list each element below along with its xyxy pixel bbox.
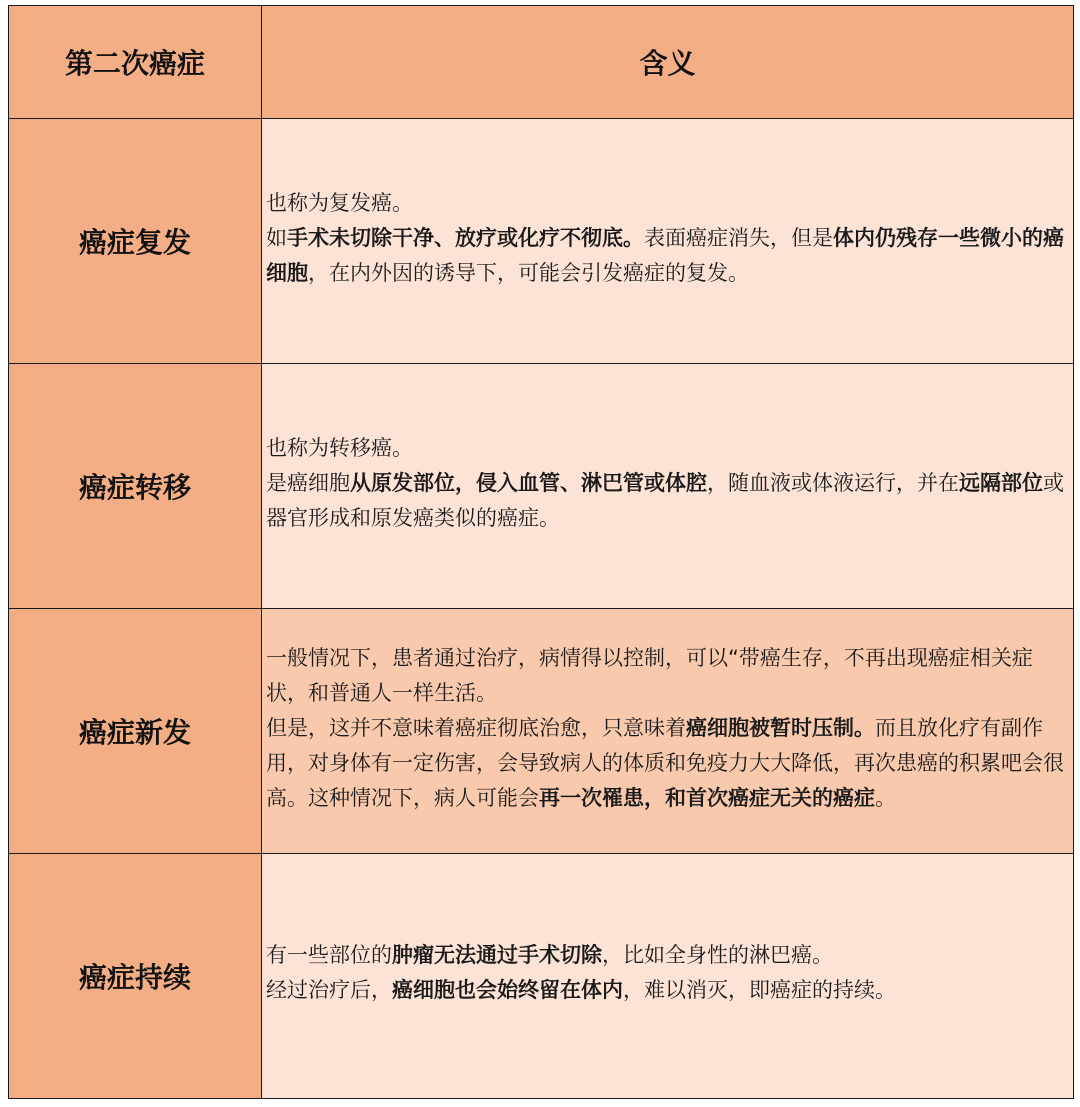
description-paragraph: [266, 431, 1065, 466]
emphasis-text: 癌细胞也会始终留在体内: [392, 978, 623, 1002]
description-paragraph: [266, 938, 1065, 973]
plain-text: ，在内外因的诱导下，可能会引发癌症的复发。: [308, 260, 749, 285]
plain-text: 也称为转移癌。: [266, 435, 413, 460]
emphasis-text: 远隔部位: [959, 470, 1043, 495]
row-label-new-cancer: 癌症新发: [9, 609, 262, 854]
second-cancer-table: [8, 5, 1074, 1099]
description-paragraph: [266, 186, 1065, 221]
description-paragraph: [266, 221, 1065, 291]
plain-text: 表面癌症消失，但是: [644, 225, 833, 250]
row-description-metastasis: [262, 364, 1074, 609]
emphasis-text: 从原发部位，侵入血管、淋巴管或体腔: [350, 470, 707, 495]
description-paragraph: [266, 466, 1065, 536]
table-row: [9, 854, 1074, 1099]
description-paragraph: [266, 641, 1065, 711]
plain-text: 是癌细胞: [266, 470, 350, 495]
emphasis-text: 再一次罹患，和首次癌症无关的癌症: [539, 785, 875, 810]
row-label-persistence: 癌症持续: [9, 854, 262, 1099]
plain-text: 也称为复发癌。: [266, 190, 413, 215]
emphasis-text: 手术未切除干净、放疗或化疗不彻底。: [287, 225, 644, 250]
emphasis-text: 癌细胞被暂时压制。: [686, 715, 875, 740]
plain-text: ，随血液或体液运行，并在: [707, 470, 959, 495]
plain-text: 但是，这并不意味着癌症彻底治愈，只意味着: [266, 715, 686, 740]
plain-text: 而且放化疗有副作用，对身体有一定伤害，会导致病人的体质和免疫力大大降低，再次患癌的积累吧会很高。这种情况下，病人可能会: [266, 715, 1064, 810]
row-description-new-cancer: [262, 609, 1074, 854]
plain-text: 经过治疗后，: [266, 978, 392, 1002]
plain-text: 或器官形成和原发癌类似的癌症。: [266, 470, 1064, 530]
description-text: [266, 641, 1065, 822]
table-row: [9, 119, 1074, 364]
plain-text: ，难以消灭，即癌症的持续。: [623, 978, 896, 1002]
emphasis-text: 肿瘤无法通过手术切除: [392, 943, 602, 967]
plain-text: ，比如全身性的淋巴癌。: [602, 943, 833, 967]
table-header-row: [9, 6, 1074, 119]
row-label-metastasis: 癌症转移: [9, 364, 262, 609]
header-cell-meaning: 含义: [262, 6, 1074, 119]
description-text: [266, 431, 1065, 542]
header-cell-type: 第二次癌症: [9, 6, 262, 119]
emphasis-text: 体内仍残存一些微小的癌细胞: [266, 225, 1064, 285]
description-text: [266, 938, 1065, 1014]
description-paragraph: [266, 711, 1065, 816]
plain-text: 。: [875, 785, 896, 810]
row-description-recurrence: [262, 119, 1074, 364]
plain-text: 有一些部位的: [266, 943, 392, 967]
table-row: [9, 609, 1074, 854]
description-text: [266, 186, 1065, 297]
row-label-recurrence: 癌症复发: [9, 119, 262, 364]
description-paragraph: [266, 973, 1065, 1008]
table-row: [9, 364, 1074, 609]
row-description-persistence: [262, 854, 1074, 1099]
plain-text: 如: [266, 225, 287, 250]
plain-text: 一般情况下，患者通过治疗，病情得以控制，可以“带癌生存，不再出现癌症相关症状，和普通人一样生活。: [266, 645, 1033, 705]
